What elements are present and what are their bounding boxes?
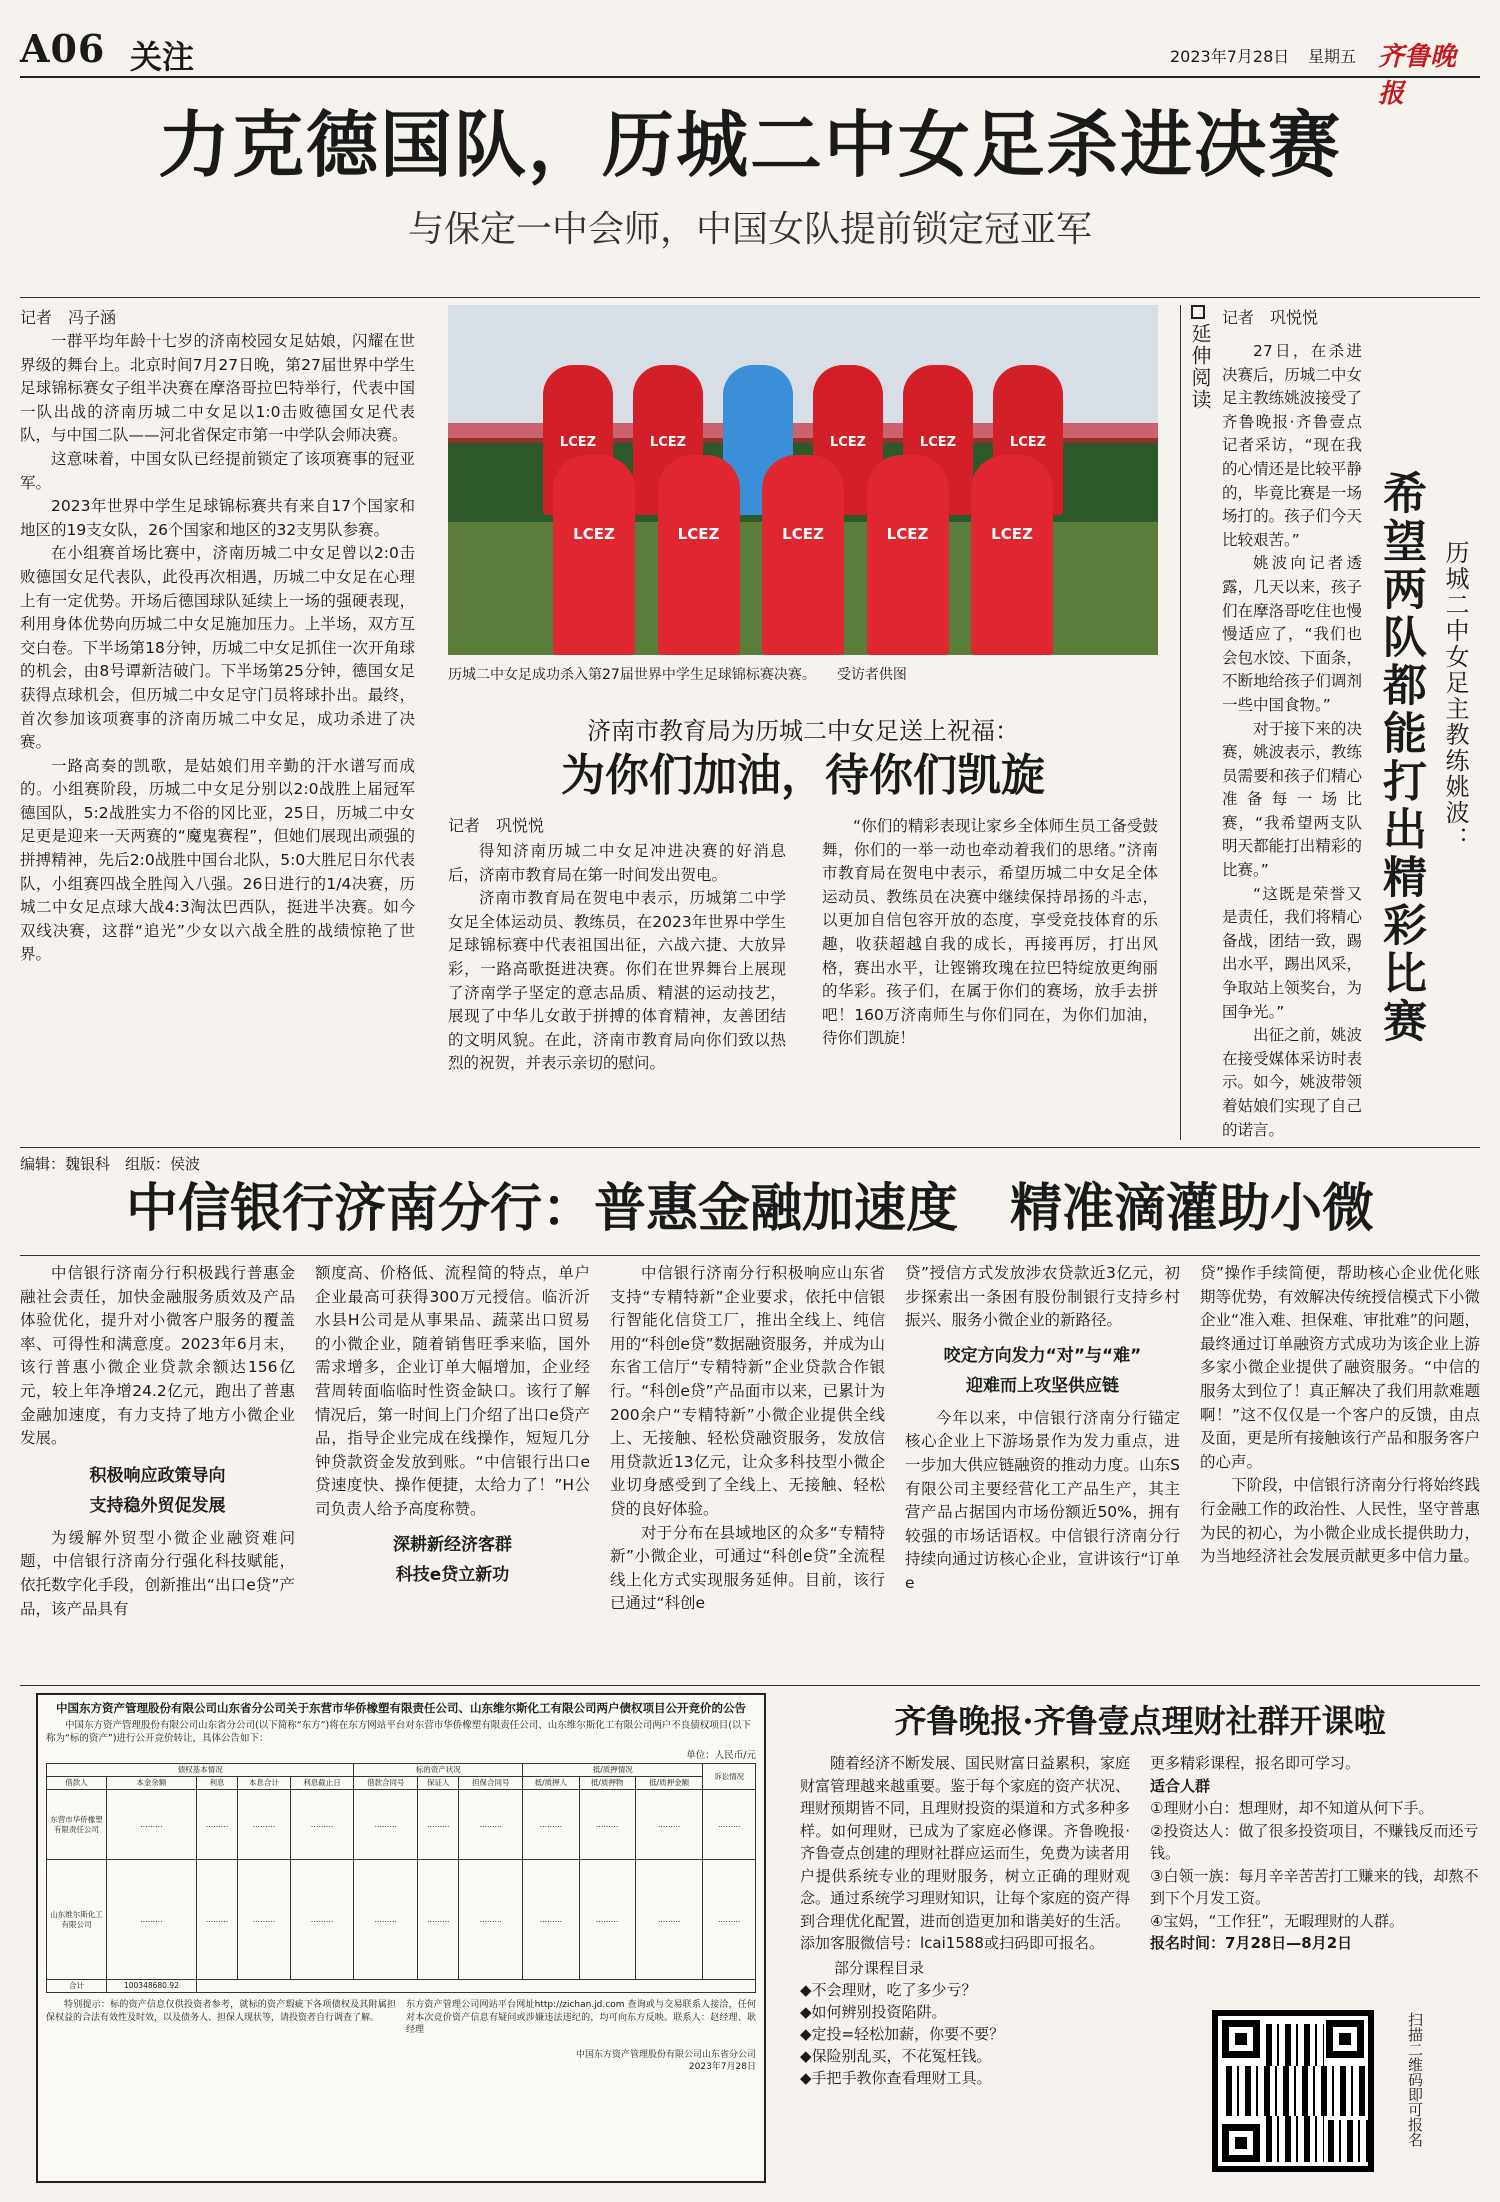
second-byline: 记者 巩悦悦 (448, 816, 545, 835)
bank-paragraph: 贷”操作手续简便，帮助核心企业优化账期等优势，有效解决传统授信模式下小微企业“准入难、担保难、审批难”的问题，最终通过订单融资方式成功为该企业上游多家小微企业提供了融资服务。“中信的服务太到位了！真正解决了我们用款难题啊！”这不仅仅是一个客户的反馈，由点及面，更是所有接触该行产品和服务客户的心声。 (1200, 1264, 1480, 1471)
second-story-paragraph: “你们的精彩表现让家乡全体师生员工备受鼓舞，你们的一举一动也牵动着我们的思绪。”济南市教育局在贺电中表示，希望历城二中女足全体运动员、教练员在决赛中继续保持昂扬的斗志，以更加自信包容开放的态度，享受竞技体育的乐趣，收获超越自我的成长，再接再厉，打出风格，赛出水平，让铿锵玫瑰在拉巴特绽放更绚丽的华彩。孩子们，在属于你们的赛场，放手去拼吧！160万济南师生与你们同在，为你们加油，待你们凯旋！ (822, 817, 1158, 1048)
notice-table: 债权基本情况 标的资产状况 抵/质押情况 诉讼情况 借款人 本金余额 利息 本息合计 利息截止日 借款合同号 保证人 担保合同号 抵/质押人 抵/质押物 抵/质押金额 东营市华侨橡塑有限责任公司 ……… ……… ……… ……… ……… ……… ……… ……… ……… ……… ……… 山东维尔斯化工有限公司 ……… ……… ……… ……… ……… ……… ……… ……… ……… ……… ……… 合计 100348680.92 (46, 1763, 756, 1993)
qr-code[interactable] (1212, 2010, 1374, 2172)
notice-intro: 中国东方资产管理股份有限公司山东省分公司(以下简称“东方”)将在东方网站平台对东营市华侨橡塑有限责任公司、山东维尔斯化工有限公司两户不良债权项目(以下称为“标的资产”)进行公开竞价转让，具体公告如下： (46, 1720, 751, 1744)
player: LCEZ (658, 455, 740, 655)
second-story-col1 (448, 840, 786, 1138)
bank-headline: 中信银行济南分行：普惠金融加速度 精准滴灌助小微 (125, 1178, 1374, 1239)
finance-catalog-0: ◆不会理财，吃了多少亏？ (800, 1980, 977, 1999)
issue-weekday: 星期五 (1308, 47, 1357, 66)
notice-title: 中国东方资产管理股份有限公司山东省分公司关于东营市华侨橡塑有限责任公司、山东维尔斯化工有限公司两户债权项目公开竞价的公告 (56, 1701, 746, 1715)
finance-catalog-4: ◆手把手教你查看理财工具。 (800, 2068, 992, 2087)
top-story-paragraph: 一群平均年龄十七岁的济南校园女足姑娘，闪耀在世界级的舞台上。北京时间7月27日晚，第27届世界中学生足球锦标赛女子组半决赛在摩洛哥拉巴特举行，代表中国一队出战的济南历城二中女足以1:0击败德国女足代表队，与中国二队——河北省保定市第一中学队会师决赛。 (20, 332, 415, 445)
notice-borrower: 山东维尔斯化工有限公司 (47, 1860, 107, 1980)
second-story-col2 (822, 815, 1158, 1138)
player: LCEZ (633, 365, 703, 515)
notice-borrower: 东营市华侨橡塑有限责任公司 (47, 1790, 107, 1860)
bank-col-5 (1200, 1262, 1480, 1667)
bank-col-2 (315, 1262, 590, 1667)
read-more-icon (1191, 305, 1205, 319)
finance-catalog-2: ◆定投=轻松加薪，你要不要？ (800, 2024, 1005, 2043)
qr-finder-tl (1222, 2020, 1260, 2058)
finance-audience-title: 适合人群 (1150, 1776, 1211, 1795)
top-subhead: 与保定一中会师，中国女队提前锁定冠亚军 (407, 209, 1092, 250)
editors-credit: 编辑：魏银科 组版：侯波 (20, 1155, 201, 1173)
page-number: A06 (20, 26, 106, 71)
qr-label: 扫描二维码即可报名 (1406, 2012, 1424, 2147)
second-headline: 为你们加油，待你们凯旋 (561, 750, 1045, 801)
notice-footer: 特别提示：标的资产信息仅供投资者参考，就标的资产瑕疵下各项债权及其附属担保权益的合法有效性及时效，以及债务人、担保人现状等，请投资者自行调查了解。 东方资产管理公司网站平台网址http://zichan.jd.com 查询或与交易联系人接洽，任何对本次竞价资产信息有疑问或涉嫌违法违纪的，均可向东方反映。联系人：赵经理、耿经理 中国东方资产管理股份有限公司山东省分公司 2023年7月28日 (46, 2000, 756, 2072)
player: LCEZ (762, 455, 844, 655)
qr-modules (1328, 2120, 1368, 2162)
bank-paragraph: 今年以来，中信银行济南分行锚定核心企业上下游场景作为发力重点，进一步加大供应链融资的推动力度。山东S有限公司主要经营化工产品生产，其主营产品占据国内市场份额近50%，拥有较强的市场话语权。中信银行济南分行持续向通过访核心企业，宣讲该行“订单e (905, 1408, 1180, 1592)
finance-headline: 齐鲁晚报·齐鲁壹点理财社群开课啦 (894, 1702, 1386, 1740)
finance-audience-1: ②投资达人：做了很多投资项目，不赚钱反而还亏钱。 (1150, 1821, 1479, 1862)
byline-text: 记者 冯子涵 (20, 308, 117, 327)
sidebar-paragraph: 出征之前，姚波在接受媒体采访时表示。如今，姚波带领着姑娘们实现了自己的诺言。 (1222, 1026, 1362, 1139)
bank-paragraph: 贷”授信方式发放涉农贷款近3亿元，初步探索出一条困有股份制银行支持乡村振兴、服务小微企业的新路径。 (905, 1264, 1180, 1330)
legal-notice (36, 1693, 766, 2183)
issue-date: 2023年7月28日 (1170, 47, 1290, 66)
finance-deadline: 报名时间：7月28日—8月2日 (1150, 1934, 1353, 1952)
top-story-paragraph: 这意味着，中国女队已经提前锁定了该项赛事的冠亚军。 (20, 449, 415, 492)
finance-catalog-1: ◆如何辨别投资陷阱。 (800, 2002, 947, 2021)
bank-subhead-2: 深耕新经济客群 科技e贷立新功 (393, 1534, 512, 1585)
player: LCEZ (903, 365, 973, 515)
top-headline: 力克德国队，历城二中女足杀进决赛 (157, 102, 1342, 187)
bank-col-1 (20, 1262, 295, 1667)
bank-col-4 (905, 1262, 1180, 1667)
player: LCEZ (813, 365, 883, 515)
finance-intro: 随着经济不断发展、国民财富日益累积，家庭财富管理越来越重要。鉴于每个家庭的资产状况、理财预期皆不同，且理财投资的渠道和方式多种多样。如何理财，已成为了家庭必修课。齐鲁晚报·齐鲁壹点创建的理财社群应运而生，免费为读者用户提供系统专业的理财服务，树立正确的理财观念。通过系统学习理财知识，让每个家庭的资产得到合理优化配置，进而创造更加和谐美好的生活。添加客服微信号：lcai1588或扫码即可报名。 (800, 1754, 1131, 1952)
qr-finder-bl (1222, 2124, 1260, 2162)
player: LCEZ (553, 455, 635, 655)
top-rule (20, 297, 1480, 298)
bank-paragraph: 中信银行济南分行积极践行普惠金融社会责任，加快金融服务质效及产品体验优化，提升对小微客户服务的覆盖率、可得性和满意度。2023年6月末，该行普惠小微企业贷款余额达156亿元，较上年净增24.2亿元，跑出了普惠金融加速度，有力支持了地方小微企业发展。 (20, 1264, 295, 1448)
bank-paragraph: 为缓解外贸型小微企业融资难问题，中信银行济南分行强化科技赋能，依托数字化手段，创新推出“出口e贷”产品，该产品具有 (20, 1528, 295, 1618)
sidebar-paragraph: 27日，在杀进决赛后，历城二中女足主教练姚波接受了齐鲁晚报·齐鲁壹点记者采访，“现在我的心情还是比较平静的，毕竟比赛是一场场打的。孩子们今天比较艰苦。” (1222, 342, 1362, 549)
finance-catalog-title: 部分课程目录 (834, 1958, 925, 1977)
bank-subhead-1: 积极响应政策导向 支持稳外贸促发展 (89, 1465, 226, 1516)
second-story-paragraph: 济南市教育局在贺电中表示，历城第二中学女足全体运动员、教练员，在2023年世界中学生足球锦标赛中代表祖国出征，六战六捷、大放异彩，一路高歌挺进决赛。你们在世界舞台上展现了济南学子坚定的意志品质、精湛的运动技艺，展现了中华儿女敢于拼搏的体育精神，友善团结的文明风貌。在此，济南市教育局向你们致以热烈的祝贺，并表示亲切的慰问。 (448, 889, 786, 1073)
finance-audience-0: ①理财小白：想理财，却不知道从何下手。 (1150, 1799, 1434, 1817)
sidebar-paragraph: “这既是荣誉又是责任，我们将精心备战，团结一致，踢出水平，踢出风采，争取站上领奖台，为国争光。” (1222, 884, 1362, 1021)
qr-finder-tr (1326, 2020, 1364, 2058)
photo-caption: 历城二中女足成功杀入第27届世界中学生足球锦标赛决赛。 受访者供图 (448, 667, 907, 683)
bank-col-3 (610, 1262, 885, 1667)
finance-catalog-3: ◆保险别乱买，不花冤枉钱。 (800, 2046, 992, 2065)
header-rule (20, 76, 1480, 78)
bank-paragraph: 下阶段，中信银行济南分行将始终践行金融工作的政治性、人民性，坚守普惠为民的初心，为小微企业成长提供助力，为当地经济社会发展贡献更多中信力量。 (1200, 1476, 1480, 1566)
sidebar-byline: 记者 巩悦悦 (1222, 308, 1319, 327)
top-story-paragraph: 在小组赛首场比赛中，济南历城二中女足曾以2:0击败德国女足代表队，此役再次相遇，历城二中女足在心理上有一定优势。开场后德国球队延续上一场的强硬表现，利用身体优势向历城二中女足施加压力。上半场，双方互交白卷。下半场第18分钟，历城二中女足抓住一次开角球的机会，由8号谭新洁破门。下半场第25分钟，德国女足获得点球机会，但历城二中女足守门员将球扑出。最终，首次参加该项赛事的济南历城二中女足，成功杀进了决赛。 (20, 544, 415, 752)
finance-left (800, 1752, 1130, 2089)
finance-audience-3: ④宝妈，“工作狂”，无暇理财的人群。 (1150, 1911, 1404, 1930)
section-rule (20, 1147, 1480, 1148)
player: LCEZ (867, 455, 949, 655)
bank-rule (20, 1255, 1480, 1256)
bottom-rule (20, 1685, 1480, 1686)
player: LCEZ (971, 455, 1053, 655)
top-story-paragraph: 一路高奏的凯歌，是姑娘们用辛勤的汗水谱写而成的。小组赛阶段，历城二中女足分别以2:0战胜上届冠军德国队，5:2战胜实力不俗的冈比亚，25日，历城二中女足更是迎来一天两赛的“魔鬼赛程”，但她们展现出顽强的拼搏精神，先后2:0战胜中国台北队，5:0大胜尼日尔代表队，小组赛四战全胜闯入八强。26日进行的1/4决赛，历城二中女足点球大战4:3淘汰巴西队，挺进半决赛。如今双线决赛，这群“追光”少女以六战全胜的战绩惊艳了世界。 (20, 756, 415, 964)
notice-unit: 单位：人民币/元 (686, 1750, 756, 1761)
qr-modules (1226, 2066, 1368, 2116)
sidebar-divider (1180, 305, 1181, 1140)
bank-paragraph: 中信银行济南分行积极响应山东省支持“专精特新”企业要求，依托中信银行智能化信贷工厂，推出全线上、纯信用的“科创e贷”数据融资服务，并成为山东省工信厅“专精特新”企业贷款合作银行。“科创e贷”产品面市以来，已累计为200余户“专精特新”小微企业提供全线上、无接触、轻松贷融资服务，发放信用贷款近13亿元，让众多科技型小微企业切身感受到了全线上、无接触、轻松贷的良好体验。 (610, 1264, 885, 1518)
top-story-paragraph: 2023年世界中学生足球锦标赛共有来自17个国家和地区的19支女队，26个国家和地区的32支男队参赛。 (20, 497, 415, 539)
finance-more: 更多精彩课程，报名即可学习。 (1150, 1754, 1361, 1772)
section-name: 关注 (130, 38, 195, 76)
sidebar-body (1222, 340, 1362, 1140)
player: LCEZ (543, 365, 613, 515)
players-front-row (553, 455, 1053, 655)
finance-audience-2: ③白领一族：每月辛辛苦苦打工赚来的钱，却熬不到下个月发工资。 (1150, 1866, 1479, 1907)
sidebar-headline: 希望两队都能打出精彩比赛 (1375, 470, 1426, 1046)
second-story-paragraph: 得知济南历城二中女足冲进决赛的好消息后，济南市教育局在第一时间发出贺电。 (448, 842, 786, 884)
bank-paragraph: 额度高、价格低、流程简的特点，单户企业最高可获得300万元授信。临沂沂水县H公司是从事果品、蔬菜出口贸易的小微企业，随着销售旺季来临，国外需求增多，企业订单大幅增加，企业经营周转面临临时性资金缺口。该行了解情况后，第一时间上门介绍了出口e贷产品，指导企业完成在线操作，短短几分钟贷款资金发放到账。“中信银行出口e贷速度快、操作便捷，太给力了！”H公司负责人给予高度称赞。 (315, 1264, 590, 1518)
bank-subhead-3: 咬定方向发力“对”与“难” 迎难而上攻坚供应链 (943, 1345, 1142, 1396)
finance-right (1150, 1752, 1480, 1955)
second-kicker: 济南市教育局为历城二中女足送上祝福： (587, 717, 1019, 745)
paper-logo: 齐鲁晚报 (1378, 42, 1457, 109)
sidebar-tag-box (1188, 305, 1212, 445)
sidebar-kicker: 历城二中女足主教练姚波： (1441, 540, 1469, 852)
sidebar-paragraph: 对于接下来的决赛，姚波表示，教练员需要和孩子们精心准备每一场比赛，“我希望两支队明天都能打出精彩的比赛。” (1222, 719, 1362, 880)
bank-paragraph: 对于分布在县域地区的众多“专精特新”小微企业，可通过“科创e贷”全流程线上化方式实现服务延伸。目前，该行已通过“科创e (610, 1523, 885, 1613)
sidebar-paragraph: 姚波向记者透露，几天以来，孩子们在摩洛哥吃住也慢慢适应了，“我们也会包水饺、下面条，不断地给孩子们调剂一些中国食物。” (1222, 554, 1362, 714)
top-story-byline (20, 305, 415, 328)
player: LCEZ (993, 365, 1063, 515)
top-story-body (20, 330, 415, 967)
sidebar-tag: 延伸阅读 (1188, 323, 1212, 411)
team-photo (448, 305, 1158, 655)
